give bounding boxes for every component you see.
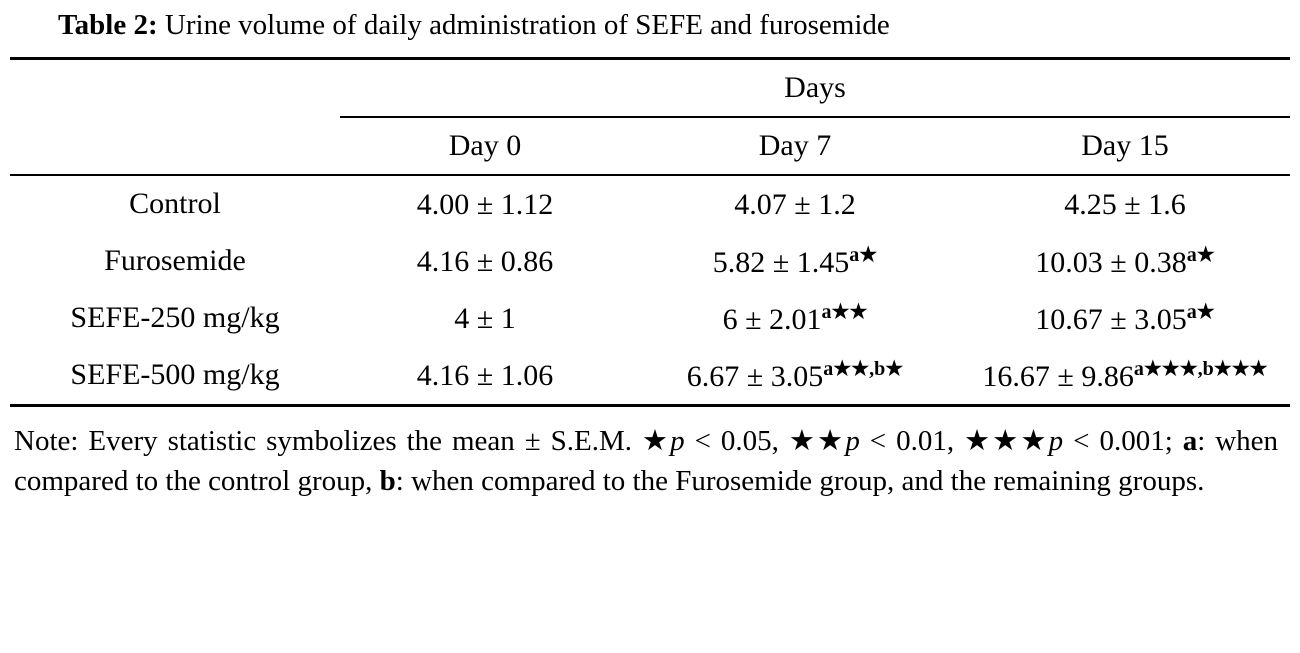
- group-header-row: [10, 60, 1290, 116]
- table-caption: [10, 0, 1290, 57]
- column-header-day7: Day 7: [758, 128, 832, 162]
- row-label-sefe-500: SEFE-500 mg/kg: [70, 358, 280, 392]
- note-b-label: b: [379, 464, 396, 497]
- table-row: [10, 347, 1290, 406]
- note-sig1-stars: ★: [641, 424, 671, 457]
- note-sig3-stars: ★★★: [964, 424, 1049, 457]
- note-sig1-value: < 0.05,: [684, 424, 789, 457]
- note-sig3-p: p: [1048, 424, 1064, 457]
- row-label-control: Control: [129, 187, 221, 221]
- row-label-furosemide: Furosemide: [104, 244, 246, 278]
- note-sig1-p: p: [670, 424, 685, 457]
- cell-sefe250-day15: [960, 290, 1290, 347]
- cell-marks: a★★,b★: [823, 358, 904, 381]
- note-a-label: a: [1182, 424, 1198, 457]
- group-header-days: Days: [784, 70, 846, 104]
- cell-control-day15: [960, 176, 1290, 233]
- group-header-spacer: [10, 60, 340, 116]
- cell-sefe500-day0: [340, 347, 630, 406]
- cell-sefe500-day7: [630, 347, 960, 406]
- cell-value: 4 ± 1: [454, 302, 516, 336]
- cell-value: 6.67 ± 3.05: [686, 360, 824, 394]
- cell-marks: a★: [1186, 244, 1215, 267]
- note-b-text: : when compared to the Furosemide group, and the remaining groups.: [395, 464, 1205, 497]
- cell-control-day7: [630, 176, 960, 233]
- caption-label: Table 2:: [58, 9, 158, 41]
- cell-value: 6 ± 2.01: [722, 303, 822, 337]
- table-note: [10, 421, 1290, 501]
- table-bottom-rule: [10, 405, 1290, 407]
- cell-value: 5.82 ± 1.45: [712, 246, 850, 280]
- caption-text: Urine volume of daily administration of SEFE and furosemide: [164, 9, 890, 41]
- cell-value: 10.03 ± 0.38: [1035, 246, 1187, 280]
- cell-value: 4.16 ± 1.06: [416, 359, 554, 393]
- cell-value: 4.07 ± 1.2: [734, 188, 856, 222]
- table-row: [10, 176, 1290, 233]
- table-row: [10, 290, 1290, 347]
- cell-marks: a★: [849, 244, 878, 267]
- note-sig3-value: < 0.001;: [1063, 424, 1183, 457]
- cell-marks: a★: [1186, 301, 1215, 324]
- cell-furosemide-day0: [340, 233, 630, 290]
- table-row: [10, 233, 1290, 290]
- cell-value: 4.00 ± 1.12: [416, 188, 554, 222]
- note-sig2-stars: ★★: [788, 424, 846, 457]
- cell-furosemide-day15: [960, 233, 1290, 290]
- cell-marks: a★★★,b★★★: [1133, 358, 1268, 381]
- table-body: [10, 176, 1290, 406]
- cell-value: 16.67 ± 9.86: [982, 360, 1134, 394]
- column-header-row: [10, 118, 1290, 175]
- note-sig2-p: p: [845, 424, 860, 457]
- cell-value: 4.16 ± 0.86: [416, 245, 554, 279]
- note-prefix: Note: Every statistic symbolizes the mean ± S.E.M.: [14, 424, 642, 457]
- urine-volume-table: [10, 57, 1290, 407]
- cell-value: 10.67 ± 3.05: [1035, 303, 1187, 337]
- row-label-sefe-250: SEFE-250 mg/kg: [70, 301, 280, 335]
- column-header-day15: Day 15: [1081, 128, 1169, 162]
- column-header-blank: [10, 118, 340, 175]
- cell-marks: a★★: [821, 301, 868, 324]
- cell-value: 4.25 ± 1.6: [1064, 188, 1186, 222]
- column-header-day0: Day 0: [448, 128, 522, 162]
- cell-control-day0: [340, 176, 630, 233]
- note-sig2-value: < 0.01,: [859, 424, 965, 457]
- note-a-text: : when compared to the control group,: [14, 424, 1279, 497]
- cell-furosemide-day7: [630, 233, 960, 290]
- cell-sefe250-day0: [340, 290, 630, 347]
- cell-sefe500-day15: [960, 347, 1290, 406]
- cell-sefe250-day7: [630, 290, 960, 347]
